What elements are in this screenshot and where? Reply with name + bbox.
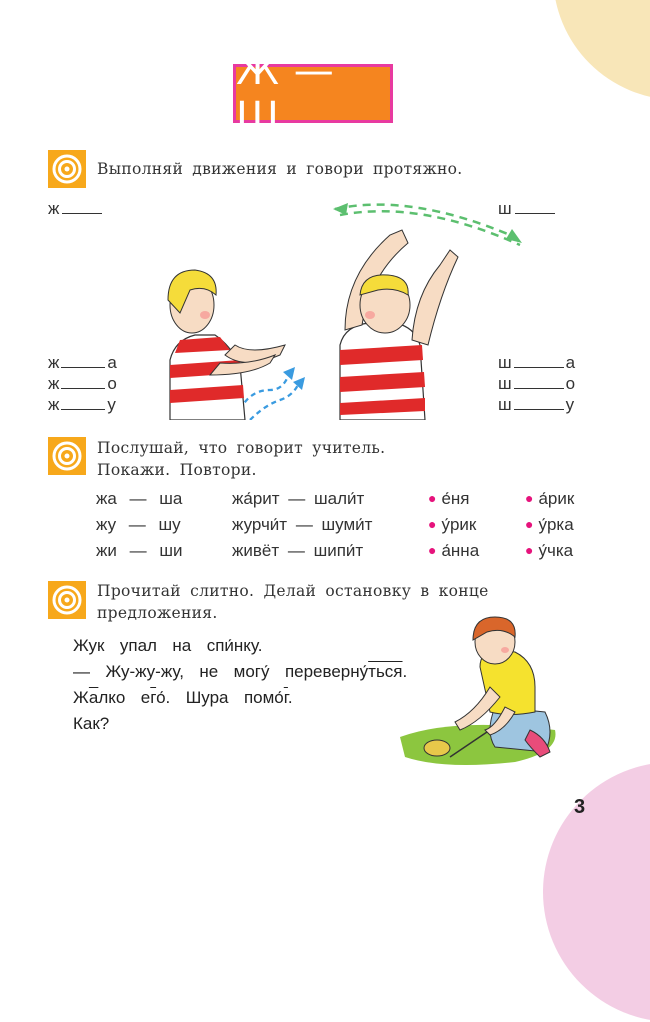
syllable-pair: жи — ши xyxy=(96,541,183,560)
boys-illustration xyxy=(150,195,530,420)
syllable-end: у xyxy=(565,395,575,414)
word-pair: журчи́т — шуми́т xyxy=(232,515,373,534)
story-line xyxy=(73,685,407,711)
letter-zh: ж xyxy=(48,199,60,218)
word-pair: живёт — шипи́т xyxy=(232,541,364,560)
story-line: Как? xyxy=(73,714,110,733)
syllable-start: ж xyxy=(48,374,60,393)
instruction-line: предложения. xyxy=(97,604,218,622)
syllable-start: ш xyxy=(498,395,512,414)
story-fragment: Ж xyxy=(73,688,89,707)
syllable-pairs xyxy=(96,486,182,564)
story-text xyxy=(73,633,407,737)
fill-word xyxy=(428,486,479,512)
word-ending: а́рик xyxy=(538,489,575,508)
instruction-line: Прочитай слитно. Делай остановку в конце xyxy=(97,582,489,600)
story-fragment: лко е xyxy=(98,688,151,707)
instruction-line: Покажи. Повтори. xyxy=(97,461,257,479)
syllable-start: ж xyxy=(48,395,60,414)
bullet-icon: ● xyxy=(428,542,437,558)
syllable-end: о xyxy=(565,374,576,393)
fill-in-column-1 xyxy=(428,486,479,564)
sound-line xyxy=(61,388,105,389)
bullet-icon: ● xyxy=(428,490,437,506)
sound-line xyxy=(62,213,102,214)
syllable-start: ш xyxy=(498,374,512,393)
word-ending: у́чка xyxy=(538,541,574,560)
page-number: 3 xyxy=(574,796,586,818)
syllable-start: ш xyxy=(498,353,512,372)
boy-hands-forward xyxy=(168,270,285,420)
story-fragment-overlined: г xyxy=(150,688,157,707)
beetle-icon xyxy=(424,740,450,756)
word-pair: жа́рит — шали́т xyxy=(232,489,365,508)
story-fragment-overlined: ться xyxy=(368,662,403,681)
word-pairs xyxy=(232,486,372,564)
boy-arms-raised xyxy=(340,230,458,420)
story-fragment-overlined: г xyxy=(283,688,288,707)
target-icon xyxy=(48,150,86,188)
syllable-pair: жа — ша xyxy=(96,489,183,508)
bullet-icon: ● xyxy=(525,516,534,532)
fill-word xyxy=(525,512,574,538)
story-fragment: — Жу-жу-жу, не могу́ переверну́ xyxy=(73,662,369,681)
target-icon xyxy=(48,437,86,475)
syllable-end: о xyxy=(107,374,117,393)
page-title-box xyxy=(233,47,393,140)
bullet-icon: ● xyxy=(525,542,534,558)
syllable-row xyxy=(48,394,117,415)
syllable-end: а xyxy=(565,353,576,372)
left-syllable-list xyxy=(48,352,117,415)
fill-word xyxy=(428,538,479,564)
instruction-line: Послушай, что говорит учитель. xyxy=(97,439,386,457)
story-fragment-overlined: а xyxy=(88,688,99,707)
target-icon xyxy=(48,581,86,619)
story-fragment: о́. Шура помо́ xyxy=(156,688,284,707)
boy-with-beetle-illustration xyxy=(395,612,565,772)
word-ending: у́рка xyxy=(538,515,574,534)
syllable-pair: жу — шу xyxy=(96,515,181,534)
story-fragment: . xyxy=(287,688,293,707)
decorative-circle-top xyxy=(553,0,650,100)
fill-word xyxy=(525,538,574,564)
story-fragment: . xyxy=(402,662,408,681)
sound-line xyxy=(61,409,105,410)
long-sound-zh xyxy=(48,199,102,219)
bullet-icon: ● xyxy=(428,516,437,532)
word-ending: е́ня xyxy=(441,489,470,508)
page-title: Ж — Ш xyxy=(236,47,335,140)
bullet-icon: ● xyxy=(525,490,534,506)
syllable-end: а xyxy=(107,353,117,372)
task1-instruction: Выполняй движения и говори протяжно. xyxy=(97,160,463,178)
syllable-start: ж xyxy=(48,353,60,372)
fill-in-column-2 xyxy=(525,486,574,564)
letter-sh: ш xyxy=(498,199,512,218)
syllable-end: у xyxy=(107,395,116,414)
syllable-row xyxy=(48,373,117,394)
syllable-row xyxy=(48,352,117,373)
word-ending: у́рик xyxy=(441,515,477,534)
fill-word xyxy=(428,512,479,538)
story-line xyxy=(73,659,407,685)
decorative-circle-bottom xyxy=(543,762,650,1022)
story-line: Жук упал на спи́нку. xyxy=(73,636,263,655)
sound-line xyxy=(61,367,105,368)
word-ending: а́нна xyxy=(441,541,480,560)
fill-word xyxy=(525,486,574,512)
task2-instruction xyxy=(97,437,385,481)
